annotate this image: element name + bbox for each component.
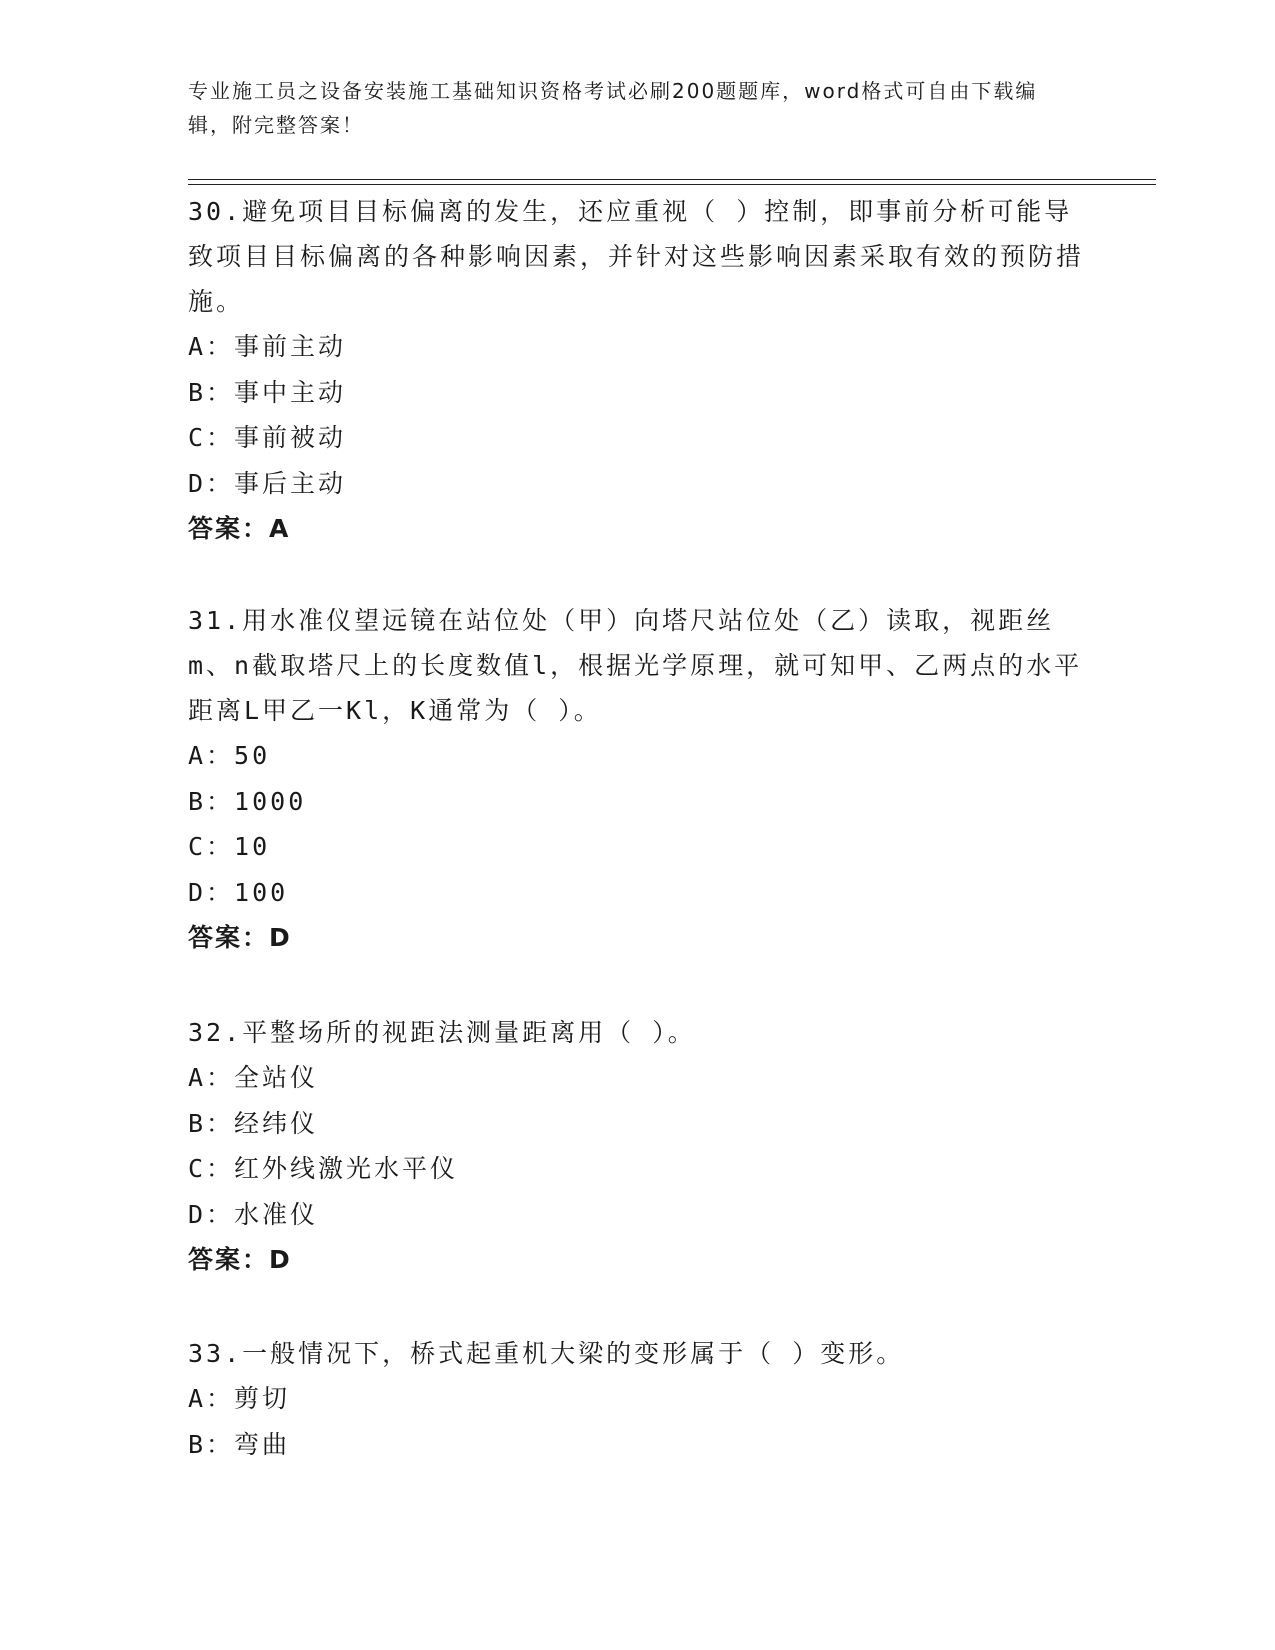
question-text: 32.平整场所的视距法测量距离用（ ）。 — [188, 1018, 696, 1047]
question-30 — [188, 189, 1088, 551]
document-header: 专业施工员之设备安装施工基础知识资格考试必刷200题题库，word格式可自由下载编辑，附完整答案！ — [188, 79, 1038, 137]
answer: 答案：D — [188, 1245, 292, 1274]
option-b: B：事中主动 — [188, 377, 347, 407]
question-text: 33.一般情况下，桥式起重机大梁的变形属于（ ）变形。 — [188, 1339, 905, 1368]
answer: 答案：A — [188, 514, 291, 543]
question-31 — [188, 598, 1088, 960]
option-d: D：100 — [188, 877, 289, 907]
option-b: B：弯曲 — [188, 1429, 291, 1459]
option-d: D：事后主动 — [188, 468, 347, 498]
option-a: A：50 — [188, 741, 271, 770]
option-d: D：水准仪 — [188, 1199, 319, 1229]
option-a: A：全站仪 — [188, 1063, 319, 1092]
header-divider-top — [188, 179, 1156, 180]
question-text: 31.用水准仪望远镜在站位处（甲）向塔尺站位处（乙）读取，视距丝m、n截取塔尺上的长度数值l，根据光学原理，就可知甲、乙两点的水平距离L甲乙一Kl，K通常为（ ）。 — [188, 606, 1083, 725]
answer: 答案：D — [188, 923, 292, 952]
option-a: A：剪切 — [188, 1384, 291, 1413]
header-divider-bottom — [188, 184, 1156, 185]
option-c: C：10 — [188, 832, 271, 861]
option-a: A：事前主动 — [188, 332, 347, 361]
question-text: 30.避免项目目标偏离的发生，还应重视（ ）控制，即事前分析可能导致项目目标偏离的各种影响因素，并针对这些影响因素采取有效的预防措施。 — [188, 197, 1085, 316]
question-32 — [188, 1010, 1088, 1282]
question-33 — [188, 1331, 1088, 1467]
option-b: B：经纬仪 — [188, 1108, 319, 1138]
option-c: C：事前被动 — [188, 423, 347, 452]
option-c: C：红外线激光水平仪 — [188, 1154, 459, 1183]
option-b: B：1000 — [188, 786, 307, 816]
